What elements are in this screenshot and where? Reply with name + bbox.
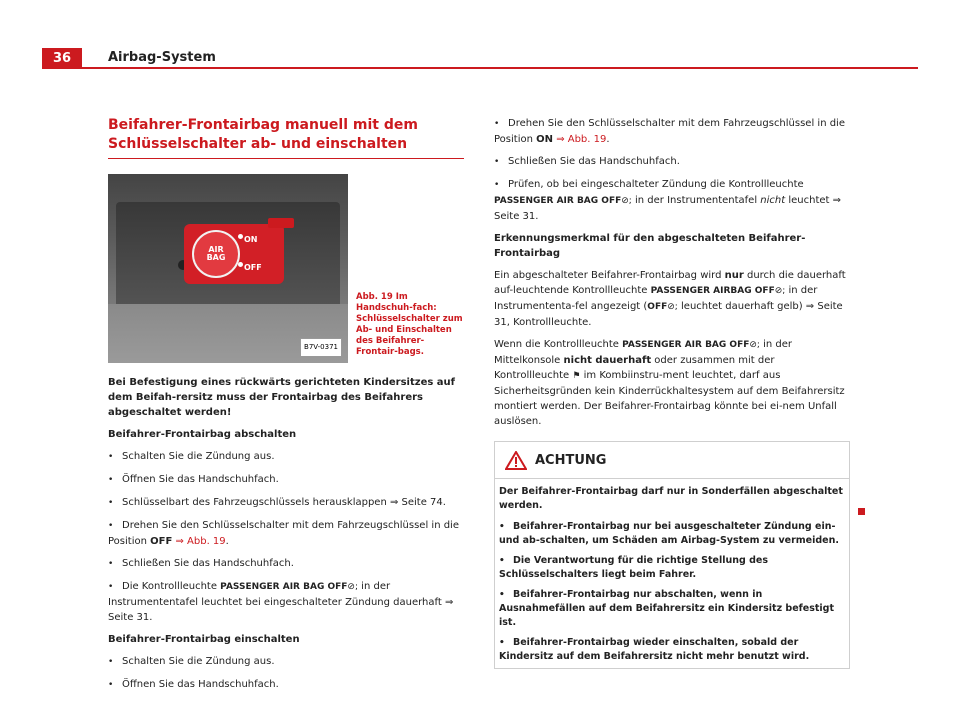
list-item-text: leuchtet ⇒ Seite 31. <box>494 195 841 222</box>
warning-title: ACHTUNG <box>535 452 607 468</box>
bullet-icon: • <box>108 657 114 667</box>
warning-item <box>499 636 845 664</box>
section-title: Beifahrer-Frontairbag manuell mit dem Schlüsselschalter ab- und einschalten <box>108 117 418 152</box>
airbag-off-icon: ⊘; <box>774 286 786 296</box>
switch-label-air: AIR <box>208 245 224 254</box>
end-marker <box>858 508 865 515</box>
bullet-icon: • <box>108 452 114 462</box>
list-item-text: . <box>606 134 610 145</box>
list-item <box>108 495 464 511</box>
list-item <box>108 579 464 625</box>
airbag-switch-knob <box>192 230 240 278</box>
warning-item <box>499 554 845 582</box>
list-item-text: Prüfen, ob bei eingeschalteter Zündung die Kontrollleuchte <box>508 179 804 190</box>
list-item-text: Drehen Sie den Schlüsselschalter mit dem Fahrzeugschlüssel in die Position <box>108 520 459 547</box>
indicator-label: PASSENGER AIR BAG OFF <box>220 582 348 592</box>
warning-lead: Der Beifahrer-Frontairbag darf nur in Sonderfällen abgeschaltet werden. <box>499 486 843 511</box>
key-icon <box>268 218 294 228</box>
list-item-text: in der Instrumententafel leuchtet bei eingeschalteter Zündung dauerhaft ⇒ Seite 31. <box>108 581 454 623</box>
list-item-text: Öffnen Sie das Handschuhfach. <box>122 474 279 485</box>
warning-box <box>494 441 850 669</box>
recognition-heading: Erkennungsmerkmal für den abgeschalteten Beifahrer-Frontairbag <box>494 233 806 259</box>
on-dot-icon <box>238 234 243 239</box>
list-item <box>108 449 464 465</box>
airbag-off-icon: ⊘; <box>667 302 678 312</box>
list-item-text: Öffnen Sie das Handschuhfach. <box>122 679 279 690</box>
text: oder zusammen mit der Kontrollleuchte <box>494 355 775 381</box>
warning-item <box>499 520 845 548</box>
position-on: ON <box>536 134 553 145</box>
figure <box>108 174 464 363</box>
bullet-icon: • <box>108 475 114 485</box>
off-heading: Beifahrer-Frontairbag abschalten <box>108 429 297 440</box>
on-heading: Beifahrer-Frontairbag einschalten <box>108 634 300 645</box>
warning-triangle-icon <box>505 451 527 470</box>
bullet-icon: • <box>494 157 500 167</box>
position-off: OFF <box>150 536 173 547</box>
indicator-label: PASSENGER AIRBAG OFF <box>650 286 775 296</box>
indicator-label: PASSENGER AIR BAG OFF <box>494 196 622 206</box>
airbag-off-icon: ⊘; <box>347 582 358 592</box>
bullet-icon: • <box>108 559 114 569</box>
header-rule <box>42 67 918 69</box>
header-title: Airbag-System <box>108 50 216 65</box>
text: durch die dauerhaft auf-leuchtende Kontrollleuchte <box>494 270 846 296</box>
section-rule <box>108 158 464 159</box>
text: im Kombiinstru-ment leuchtet, darf aus Sicherheitsgründen kein Kinderrückhaltesystem auf dem Beifahrersitz montiert werden. Der Beifahrer-Frontairbag könnte bei ei-nem Unfall auslösen. <box>494 370 845 427</box>
warning-item-text: Beifahrer-Frontairbag wieder einschalten, sobald der Kindersitz auf dem Beifahrersitz nicht mehr benutzt wird. <box>499 637 810 662</box>
switch-label-bag: BAG <box>206 253 226 262</box>
intro-bold: Bei Befestigung eines rückwärts gerichteten Kindersitzes auf dem Beifah-rersitz muss der Frontairbag des Beifahrers abgeschaltet werden! <box>108 377 456 418</box>
emphasis: nicht <box>760 195 786 206</box>
list-item-text: Schließen Sie das Handschuhfach. <box>122 558 294 569</box>
warning-header <box>495 442 849 479</box>
list-item <box>494 177 848 224</box>
indicator-label: PASSENGER AIR BAG OFF <box>622 340 750 350</box>
list-item <box>494 154 848 170</box>
image-code: B7V-0371 <box>300 338 342 357</box>
right-column <box>494 116 848 669</box>
warning-body <box>495 479 849 668</box>
bullet-icon: • <box>499 556 505 566</box>
list-item <box>108 518 464 549</box>
paragraph <box>494 337 848 429</box>
switch-off-label: OFF <box>244 263 262 272</box>
text-bold: nur <box>724 270 744 281</box>
text-bold: nicht dauerhaft <box>563 355 652 366</box>
off-dot-icon <box>238 262 243 267</box>
warning-item-text: Beifahrer-Frontairbag nur abschalten, wenn in Ausnahmefällen auf dem Beifahrersitz ein Kindersitz befestigt ist. <box>499 589 835 628</box>
warning-item-text: Beifahrer-Frontairbag nur bei ausgeschalteter Zündung ein- und ab-schalten, um Schäden am Airbag-System zu vermeiden. <box>499 521 839 546</box>
list-item-text: Schalten Sie die Zündung aus. <box>122 656 275 667</box>
page-number: 36 <box>42 48 82 68</box>
airbag-off-icon: ⊘; <box>621 196 632 206</box>
bullet-icon: • <box>499 522 505 532</box>
list-item-text: in der Instrumententafel <box>631 195 761 206</box>
list-item-text: Drehen Sie den Schlüsselschalter mit dem Fahrzeugschlüssel in die Position <box>494 118 845 145</box>
text: Wenn die Kontrollleuchte <box>494 339 623 350</box>
indicator-label: OFF <box>647 302 668 312</box>
bullet-icon: • <box>108 582 114 592</box>
list-item <box>108 556 464 572</box>
bullet-icon: • <box>494 119 500 129</box>
text: in der Mittelkonsole <box>494 339 793 366</box>
list-item <box>494 116 848 147</box>
bullet-icon: • <box>108 498 114 508</box>
bullet-icon: • <box>494 180 500 190</box>
figure-caption: Abb. 19 Im Handschuh-fach: Schlüsselschalter zum Ab- und Einschalten des Beifahrer-Frontair-bags. <box>356 292 463 357</box>
list-item-text: Die Kontrollleuchte <box>122 581 221 592</box>
bullet-icon: • <box>108 521 114 531</box>
list-item-text: Schlüsselbart des Fahrzeugschlüssels herausklappen ⇒ Seite 74. <box>122 497 446 508</box>
left-column <box>108 116 464 700</box>
warning-item-text: Die Verantwortung für die richtige Stellung des Schlüsselschalters liegt beim Fahrer. <box>499 555 768 580</box>
airbag-off-icon: ⊘; <box>749 340 760 350</box>
airbag-warning-icon: ⚑ <box>572 371 581 381</box>
list-item <box>108 654 464 670</box>
glovebox-photo <box>108 174 348 363</box>
list-item-text: Schließen Sie das Handschuhfach. <box>508 156 680 167</box>
figure-link[interactable]: ⇒ Abb. 19 <box>175 536 226 547</box>
warning-item <box>499 588 845 630</box>
list-item <box>108 677 464 693</box>
figure-link[interactable]: ⇒ Abb. 19 <box>556 134 607 145</box>
list-item-text: Schalten Sie die Zündung aus. <box>122 451 275 462</box>
text: in der Instrumententa-fel angezeigt ( <box>494 285 818 312</box>
switch-on-label: ON <box>244 235 258 244</box>
text: leuchtet dauerhaft gelb) ⇒ Seite 31, Kontrollleuchte. <box>494 301 843 328</box>
text: Ein abgeschalteter Beifahrer-Frontairbag wird <box>494 270 725 281</box>
bullet-icon: • <box>499 590 505 600</box>
list-item <box>108 472 464 488</box>
paragraph <box>494 268 848 330</box>
bullet-icon: • <box>108 680 114 690</box>
list-item-text: . <box>225 536 229 547</box>
bullet-icon: • <box>499 638 505 648</box>
